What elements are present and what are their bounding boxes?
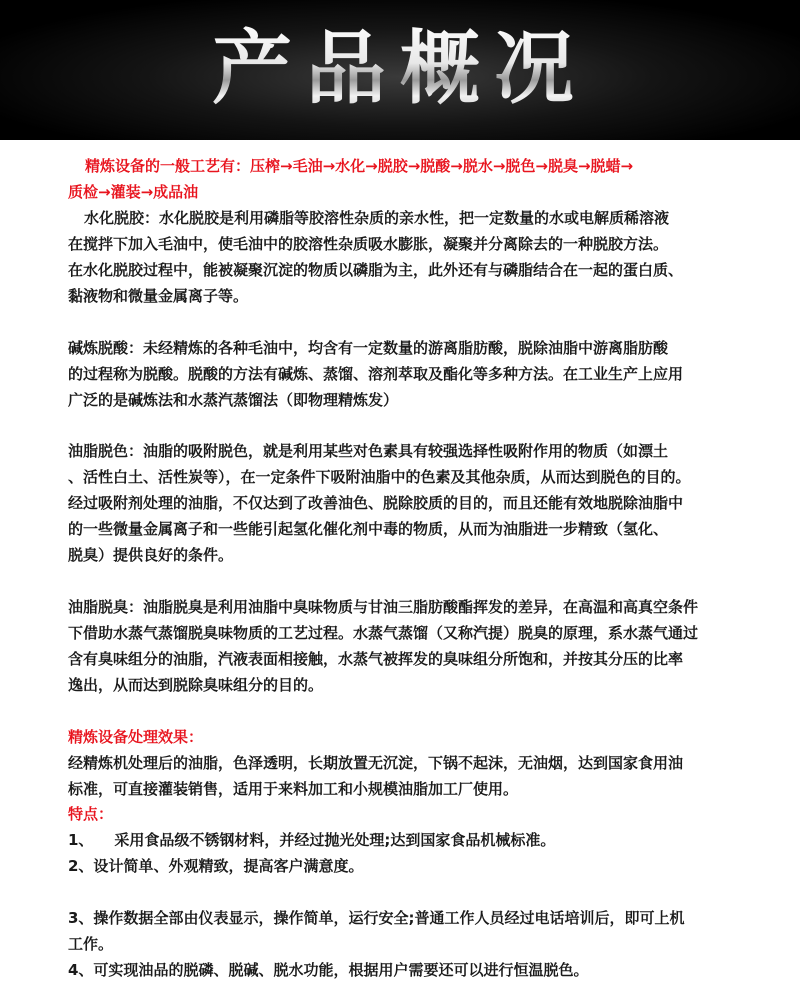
bleach-line-3: 经过吸附剂处理的油脂，不仅达到了改善油色、脱除胶质的目的，而且还能有效地脱除油脂中: [68, 494, 684, 512]
bleach-line-5: 脱臭）提供良好的条件。: [68, 546, 234, 564]
deodor-line-3: 含有臭味组分的油脂，汽液表面相接触，水蒸气被挥发的臭味组分所饱和，并按其分压的比率: [68, 650, 684, 668]
deacid-line-3: 广泛的是碱炼法和水蒸汽蒸馏法（即物理精炼发）: [68, 391, 399, 409]
deacid-line-1: 碱炼脱酸：未经精炼的各种毛油中，均含有一定数量的游离脂肪酸，脱除油脂中游离脂肪酸: [68, 339, 669, 357]
process-line-2: 质检→灌装→成品油: [68, 183, 199, 201]
feature-item-3-cont: 工作。: [68, 935, 114, 953]
bleach-line-1: 油脂脱色：油脂的吸附脱色，就是利用某些对色素具有较强选择性吸附作用的物质（如漂土: [68, 442, 669, 460]
degumming-line-1: 水化脱胶：水化脱胶是利用磷脂等胶溶性杂质的亲水性，把一定数量的水或电解质稀溶液: [84, 209, 670, 227]
degumming-line-4: 黏液物和微量金属离子等。: [68, 287, 249, 305]
degumming-line-2: 在搅拌下加入毛油中，使毛油中的胶溶性杂质吸水膨胀，凝聚并分离除去的一种脱胶方法。: [68, 235, 669, 253]
deodor-line-1: 油脂脱臭：油脂脱臭是利用油脂中臭味物质与甘油三脂肪酸酯挥发的差异，在高温和高真空条件: [68, 598, 699, 616]
effect-line-1: 经精炼机处理后的油脂，色泽透明，长期放置无沉淀，下锅不起沫，无油烟，达到国家食用油: [68, 754, 684, 772]
page-title: 产品概况: [0, 18, 800, 118]
deodor-line-2: 下借助水蒸气蒸馏脱臭味物质的工艺过程。水蒸气蒸馏（又称汽提）脱臭的原理，系水蒸气通过: [68, 624, 699, 642]
degumming-line-3: 在水化脱胶过程中，能被凝聚沉淀的物质以磷脂为主，此外还有与磷脂结合在一起的蛋白质、: [68, 261, 684, 279]
feature-item-1: 1、 采用食品级不锈钢材料，并经过抛光处理;达到国家食品机械标准。: [68, 831, 556, 849]
effect-heading: 精炼设备处理效果：: [68, 728, 204, 746]
deacid-line-2: 的过程称为脱酸。脱酸的方法有碱炼、蒸馏、溶剂萃取及酯化等多种方法。在工业生产上应用: [68, 365, 684, 383]
feature-item-3: 3、操作数据全部由仪表显示，操作简单，运行安全;普通工作人员经过电话培训后，即可上机: [68, 909, 685, 927]
features-heading: 特点：: [68, 805, 114, 823]
feature-item-4: 4、可实现油品的脱磷、脱碱、脱水功能，根据用户需要还可以进行恒温脱色。: [68, 961, 589, 979]
bleach-line-2: 、活性白土、活性炭等），在一定条件下吸附油脂中的色素及其他杂质，从而达到脱色的目的。: [68, 468, 691, 486]
feature-item-2: 2、设计简单、外观精致，提高客户满意度。: [68, 857, 364, 875]
header-banner: [0, 0, 800, 140]
effect-line-2: 标准，可直接灌装销售，适用于来料加工和小规模油脂加工厂使用。: [68, 780, 519, 798]
deodor-line-4: 逸出，从而达到脱除臭味组分的目的。: [68, 676, 324, 694]
article-body: [0, 150, 800, 1000]
process-line-1: 精炼设备的一般工艺有：压榨→毛油→水化→脱胶→脱酸→脱水→脱色→脱臭→脱蜡→: [85, 157, 634, 175]
bleach-line-4: 的一些微量金属离子和一些能引起氢化催化剂中毒的物质，从而为油脂进一步精致（氢化、: [68, 520, 669, 538]
